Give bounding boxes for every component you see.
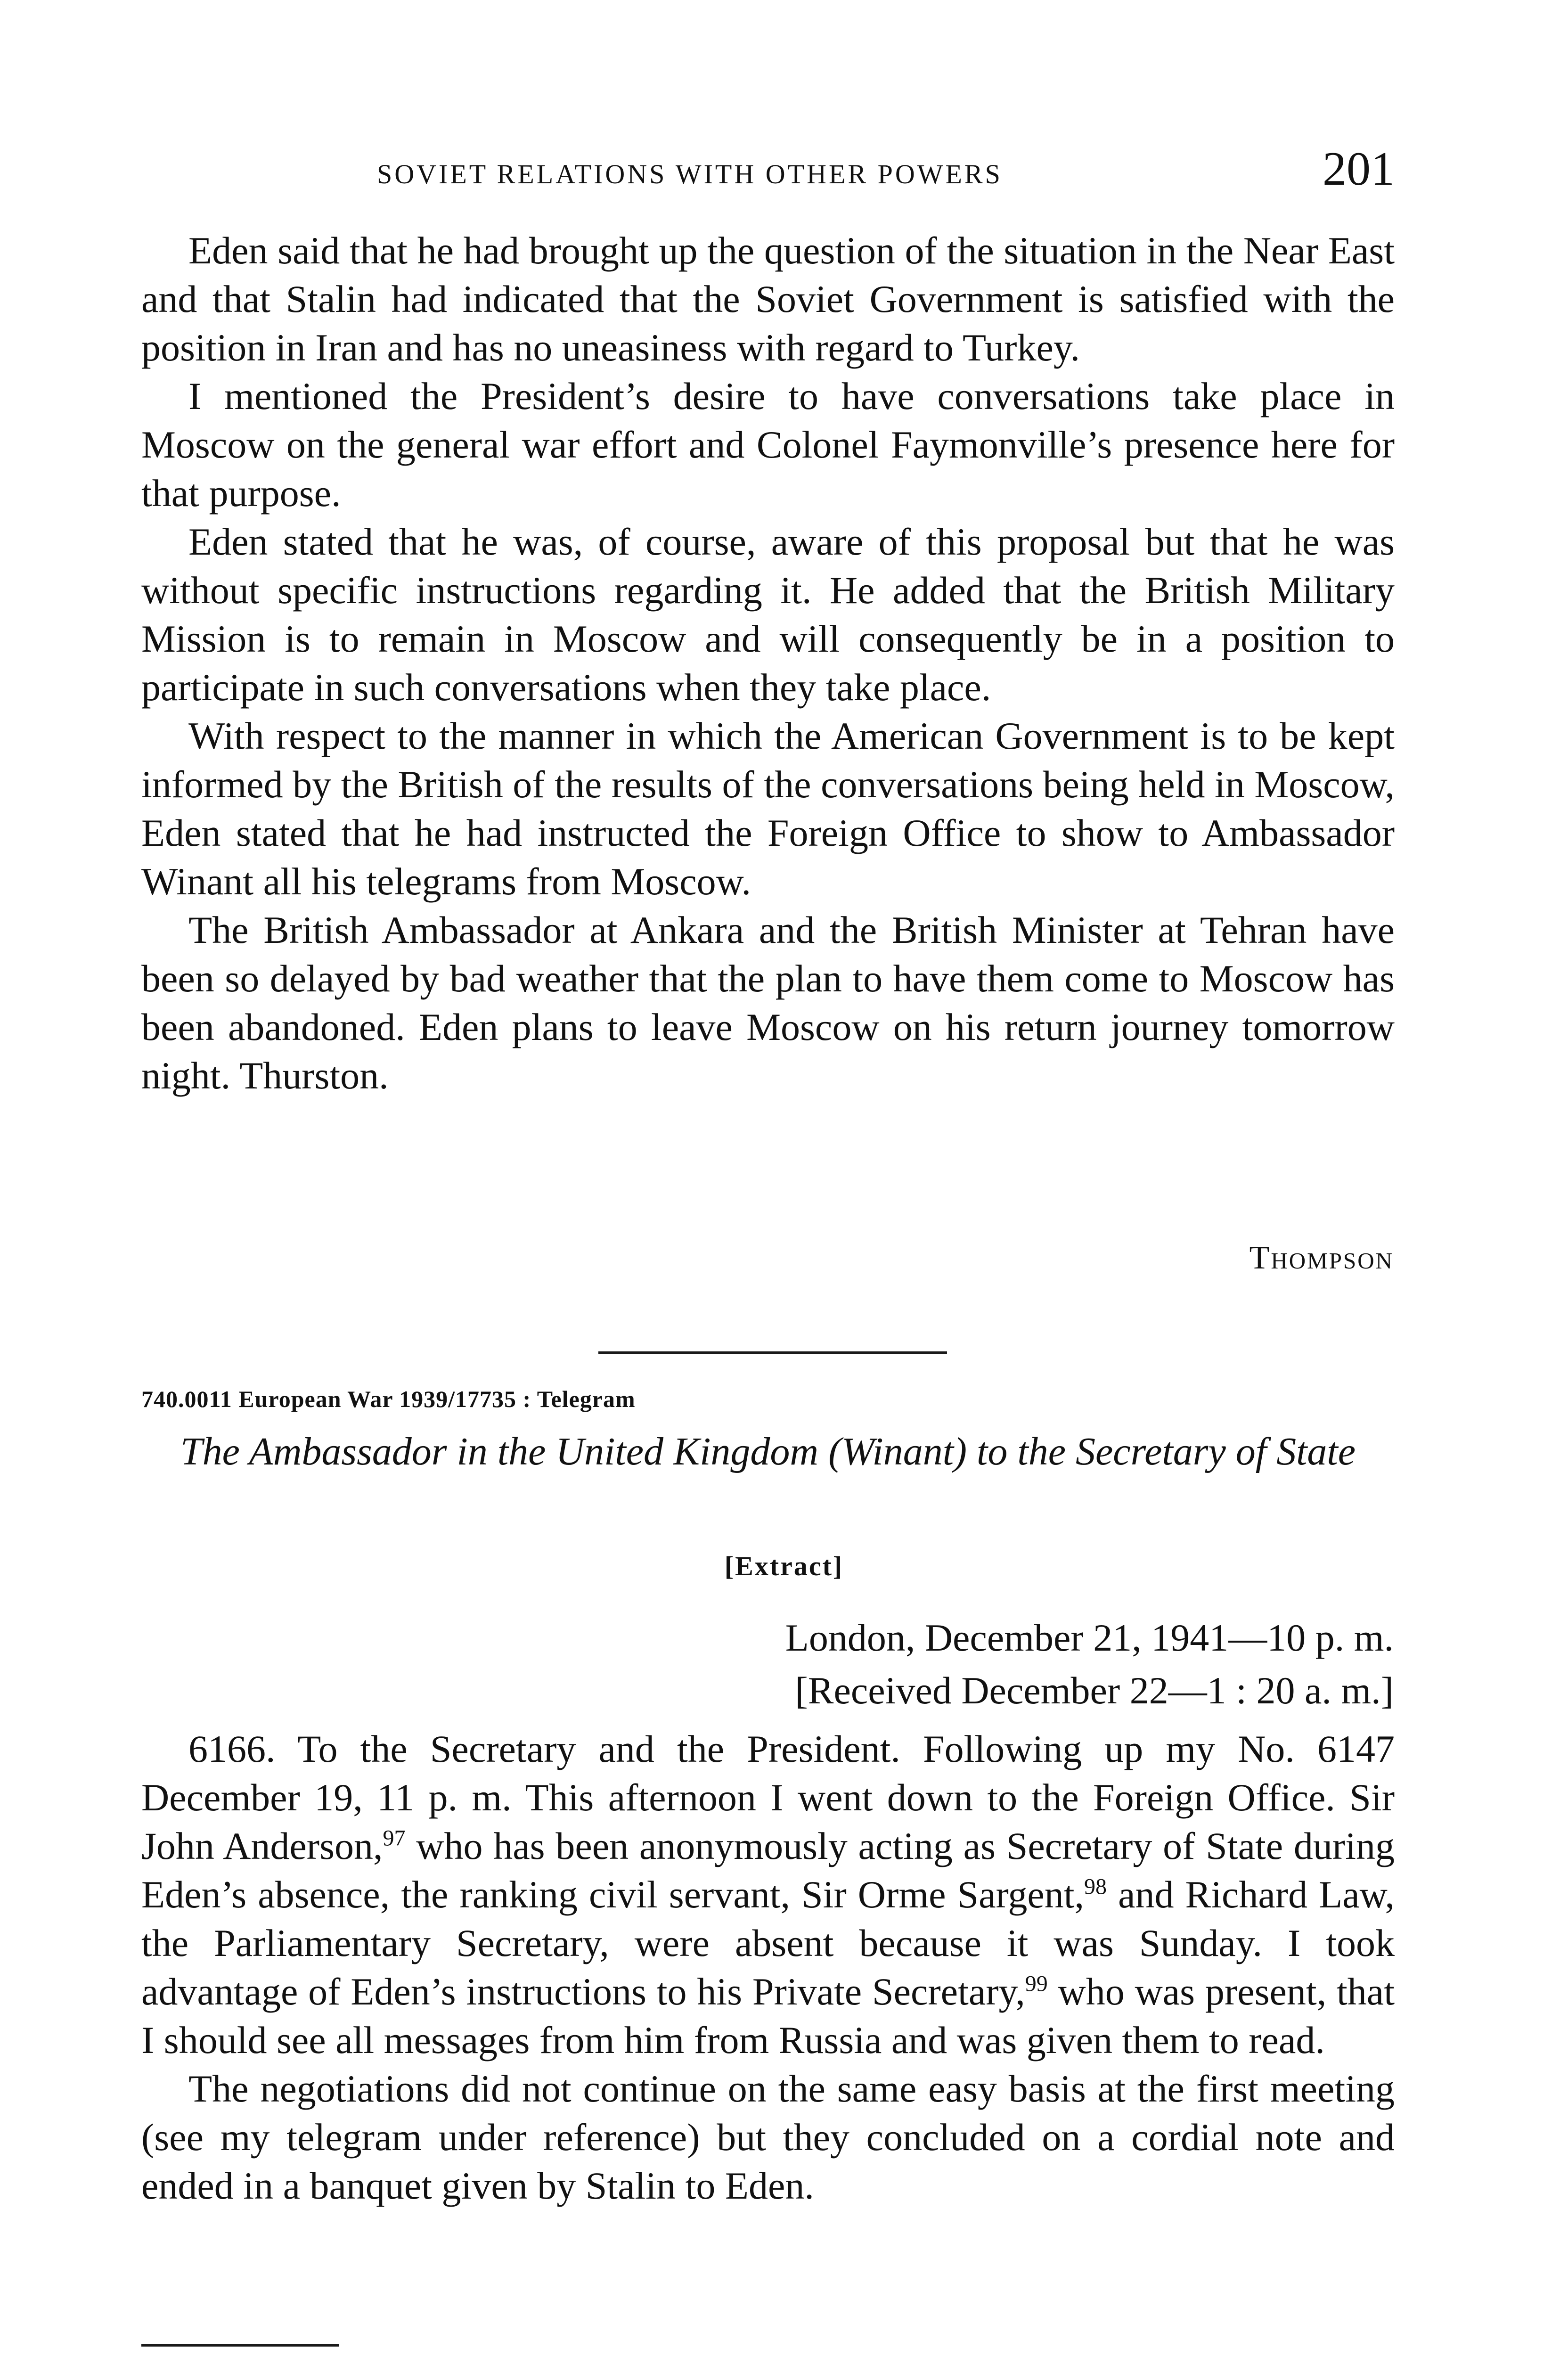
footnote-rule — [141, 2344, 339, 2347]
extract-label: [Extract] — [724, 1551, 844, 1581]
paragraph: Eden said that he had brought up the question of the situation in the Near East and that Stalin had indicated that the Soviet Government is satisfied with the position in Iran and has no uneasiness with regard to Turkey. — [141, 229, 1395, 369]
footnote-ref: 98 — [1084, 1874, 1107, 1899]
dateline-received: [Received December 22—1 : 20 a. m.] — [795, 1669, 1394, 1712]
running-title: SOVIET RELATIONS WITH OTHER POWERS — [377, 159, 1003, 189]
footnote-ref: 99 — [1025, 1971, 1048, 1996]
signature: Thompson — [1249, 1240, 1394, 1276]
paragraph: The negotiations did not continue on the same easy basis at the first meeting (see my telegram under reference) but they concluded on a cordial note and ended in a banquet given by Stalin to Eden. — [141, 2067, 1395, 2207]
paragraph-text: 6166. To the Secretary and the President. Following up my No. 6147 December 19, 11 p. m. This afternoon I went down to the Foreign Office. Sir John Anderson, — [141, 1727, 1395, 1867]
running-head — [141, 141, 1404, 212]
paragraph: Eden stated that he was, of course, aware of this proposal but that he was without specific instructions regarding it. He added that the British Military Mission is to remain in Moscow and will consequently be in a position to participate in such conversations when they take place. — [141, 520, 1395, 709]
dateline — [785, 1612, 1394, 1717]
paragraph: The British Ambassador at Ankara and the British Minister at Tehran have been so delayed by bad weather that the plan to have them come to Moscow has been abandoned. Eden plans to leave Moscow on his return journey tomorrow night. Thurston. — [141, 908, 1395, 1097]
paragraph: I mentioned the President’s desire to have conversations take place in Moscow on the general war effort and Colonel Faymonville’s presence here for that purpose. — [141, 375, 1395, 515]
footnote-ref: 97 — [383, 1825, 406, 1851]
section-divider — [598, 1351, 947, 1354]
paragraph-text: who has been anonymously acting as Secretary of State during Eden’s absence, the ranking civil servant, Sir Orme Sargent, — [141, 1824, 1395, 1916]
paragraph-text: who was present, that I should see all messages from him from Russia and was given them to read. — [141, 1970, 1395, 2062]
document-title: The Ambassador in the United Kingdom (Winant) to the Secretary of State — [180, 1430, 1356, 1473]
paragraph: With respect to the manner in which the American Government is to be kept informed by the British of the results of the conversations being held in Moscow, Eden stated that he had instructed the Foreign Office to show to Ambassador Winant all his telegrams from Moscow. — [141, 714, 1395, 903]
continued-telegram-body — [141, 226, 1395, 1100]
page-number: 201 — [1323, 142, 1395, 196]
dateline-place-date: London, December 21, 1941—10 p. m. — [785, 1616, 1394, 1659]
paragraph-text: and Richard Law, the Parliamentary Secretary, were absent because it was Sunday. I took advantage of Eden’s instructions to his Private Secretary, — [141, 1873, 1395, 2013]
paragraph — [141, 1725, 1395, 2064]
file-reference: 740.0011 European War 1939/17735 : Telegram — [141, 1386, 636, 1412]
telegram-body — [141, 1725, 1395, 2210]
